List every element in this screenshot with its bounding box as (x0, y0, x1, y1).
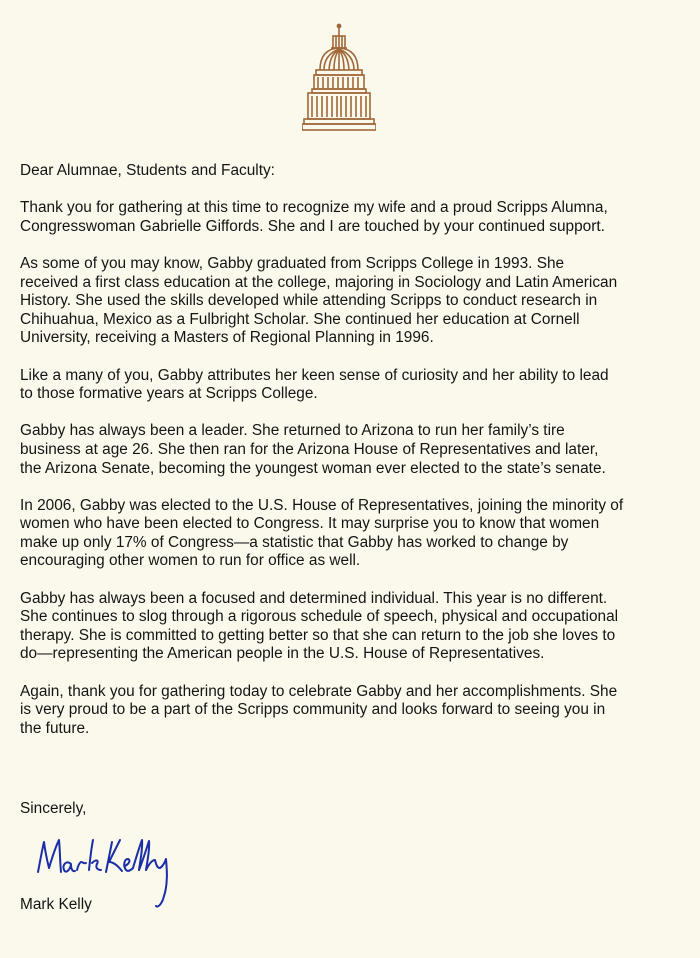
paragraph-thanks (20, 683, 685, 739)
paragraph-curiosity (20, 367, 685, 404)
paragraph-line: women who have been elected to Congress. It may surprise you to know that women (20, 515, 600, 533)
paragraph-line: Gabby has always been a focused and determined individual. This year is no different. (20, 589, 608, 607)
paragraph-line: University, receiving a Masters of Regional Planning in 1996. (20, 329, 434, 347)
paragraph-line: encouraging other women to run for office as well. (20, 552, 361, 570)
paragraph-leader (20, 422, 685, 478)
paragraph-line: Again, thank you for gathering today to celebrate Gabby and her accomplishments. She (20, 682, 618, 700)
paragraph-line: Like a many of you, Gabby attributes her keen sense of curiosity and her ability to lead (20, 366, 609, 384)
paragraph-gratitude (20, 199, 685, 236)
paragraph-line: Congresswoman Gabrielle Giffords. She and I are touched by your continued support. (20, 217, 605, 235)
paragraph-line: the future. (20, 719, 90, 737)
paragraph-line: She continues to slog through a rigorous schedule of speech, physical and occupational (20, 608, 619, 626)
paragraph-determined (20, 590, 685, 664)
closing: Sincerely, (20, 800, 87, 817)
signer-name: Mark Kelly (20, 896, 92, 913)
paragraph-line: the Arizona Senate, becoming the youngest woman ever elected to the state’s senate. (20, 459, 606, 477)
capitol-dome-icon (302, 22, 376, 134)
letter-body (20, 162, 685, 757)
paragraph-line: In 2006, Gabby was elected to the U.S. House of Representatives, joining the minority of (20, 496, 624, 514)
paragraph-line: Thank you for gathering at this time to recognize my wife and a proud Scripps Alumna, (20, 199, 608, 217)
salutation: Dear Alumnae, Students and Faculty: (20, 162, 275, 179)
paragraph-line: to those formative years at Scripps College. (20, 385, 318, 403)
paragraph-line: As some of you may know, Gabby graduated from Scripps College in 1993. She (20, 254, 565, 272)
paragraph-line: is very proud to be a part of the Scripps community and looks forward to seeing you in (20, 701, 606, 719)
paragraph-line: business at age 26. She then ran for the Arizona House of Representatives and later, (20, 440, 599, 458)
paragraph-line: therapy. She is committed to getting better so that she can return to the job she loves to (20, 626, 616, 644)
paragraph-line: make up only 17% of Congress—a statistic that Gabby has worked to change by (20, 533, 569, 551)
paragraph-line: Gabby has always been a leader. She returned to Arizona to run her family’s tire (20, 422, 565, 440)
paragraph-education (20, 255, 685, 348)
paragraph-line: Chihuahua, Mexico as a Fulbright Scholar. She continued her education at Cornell (20, 310, 580, 328)
paragraph-line: History. She used the skills developed while attending Scripps to conduct research in (20, 292, 598, 310)
paragraph-congress (20, 497, 685, 571)
paragraph-line: do—representing the American people in the U.S. House of Representatives. (20, 645, 545, 663)
paragraph-line: received a first class education at the college, majoring in Sociology and Latin American (20, 273, 618, 291)
